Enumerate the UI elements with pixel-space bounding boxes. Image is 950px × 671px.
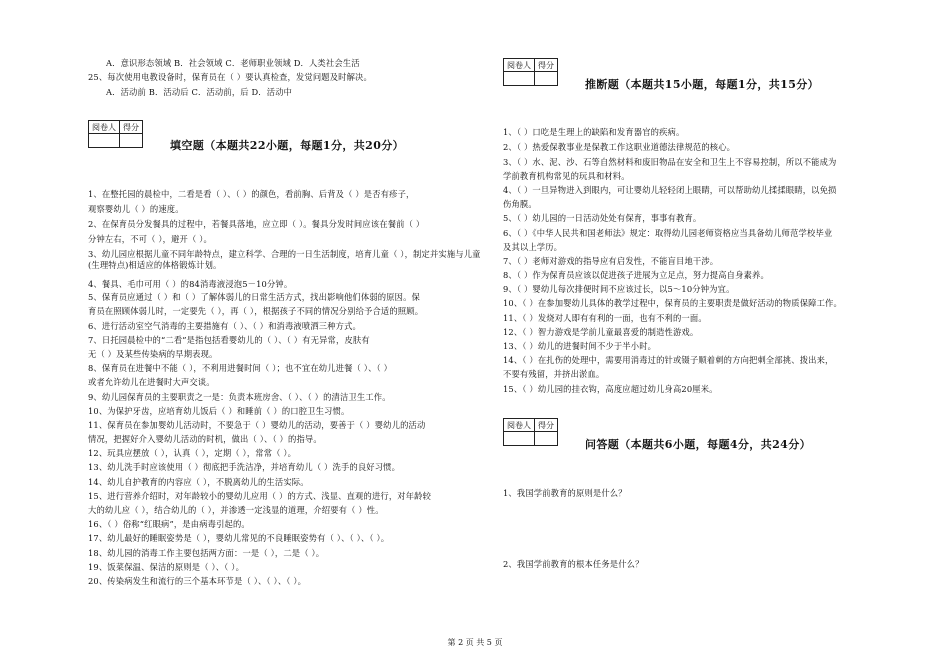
score-value[interactable] — [535, 72, 558, 86]
fill-line: 观察婴幼儿（ ）的速度。 — [88, 204, 184, 214]
judge-line: 9、（ ）婴幼儿每次排便时间不应该过长，以5～10分钟为宜。 — [503, 284, 735, 294]
qa-question-2: 2、我国学前教育的根本任务是什么？ — [503, 559, 644, 569]
grader-label: 阅卷人 — [504, 419, 535, 432]
judge-line: 3、（ ）水、泥、沙、石等自然材料和废旧物品在安全和卫生上不容易控制，所以不能成为 — [503, 157, 837, 167]
question-25: 25、每次使用电教设备时，保育员在（ ）要认真检查，发觉问题及时解决。 — [88, 72, 372, 82]
grader-value[interactable] — [89, 134, 120, 148]
fill-line: 13、幼儿洗手时应该使用（ ）彻底把手洗洁净，并培育幼儿（ ）洗手的良好习惯。 — [88, 462, 401, 472]
judge-line: 及其以上学历。 — [503, 242, 563, 252]
judge-line: 15、（ ）幼儿园的挂衣钩，高度应超过幼儿身高20厘米。 — [503, 384, 718, 394]
fill-line: 3、幼儿园应根据儿童不同年龄特点，建立科学、合理的一日生活制度，培育儿童（ ），制定并实施与儿童(生理特点)相适应的体格锻炼计划。 — [88, 249, 481, 270]
fill-line: 10、为保护牙齿，应培育幼儿饭后（ ）和睡前（ ）的口腔卫生习惯。 — [88, 406, 350, 416]
grader-value[interactable] — [504, 432, 535, 446]
judge-line: 11、（ ）发烧对人即有有利的一面，也有不利的一面。 — [503, 313, 707, 323]
fill-line: 15、进行营养介绍时，对年龄较小的婴幼儿应用（ ）的方式、浅显、直观的进行，对年龄较 — [88, 491, 432, 501]
fill-line: 12、玩具应摆放（ ），认真（ ），定期（ ），常常（ ）。 — [88, 448, 297, 458]
qa-section-title: 问答题（本题共6小题，每题4分，共24分） — [585, 438, 812, 451]
grader-value[interactable] — [504, 72, 535, 86]
fill-line: 分钟左右，不可（ ），避开（ ）。 — [88, 234, 212, 244]
score-value[interactable] — [120, 134, 143, 148]
judge-section-title: 推断题（本题共15小题，每题1分，共15分） — [585, 78, 820, 91]
fill-line: 11、保育员在参加婴幼儿活动时，不要急于（ ）婴幼儿的活动，要善于（ ）婴幼儿的活动 — [88, 420, 426, 430]
qa-question-1: 1、我国学前教育的原则是什么？ — [503, 488, 627, 498]
judge-line: 13、（ ）幼儿的进餐时间不少于半小时。 — [503, 341, 657, 351]
judge-line: 不要有残留，并挤出淤血。 — [503, 369, 605, 379]
judge-line: 6、（ ）《中华人民共和国老师法》规定：取得幼儿园老师资格应当具备幼儿师范学校毕业 — [503, 228, 833, 238]
judge-line: 14、（ ）在扎伤的处理中，需要用消毒过的针或镊子顺着刺的方向把刺全部挑、拨出来， — [503, 355, 834, 365]
judge-line: 7、（ ）老师对游戏的指导应有启发性，不能盲目地干涉。 — [503, 256, 719, 266]
judge-line: 10、（ ）在参加婴幼儿具体的教学过程中，保育员的主要职责是做好活动的物质保障工作。 — [503, 298, 842, 308]
judge-line: 4、（ ）一旦异物进入到眼内，可让婴幼儿轻轻闭上眼睛，可以帮助幼儿揉揉眼睛，以免损 — [503, 185, 837, 195]
option-line-25: A．活动前 B．活动后 C．活动前，后 D．活动中 — [106, 87, 293, 97]
fill-line: 1、在整托园的晨检中，二看是看（ ）、（ ）的颜色，看前胸、后背及（ ）是否有疹子， — [88, 189, 415, 199]
fill-section-title: 填空题（本题共22小题，每题1分，共20分） — [170, 139, 405, 152]
fill-line: 8、保育员在进餐中不能（ ），不利用进餐时间（ ）；也不宜在幼儿进餐（ ）、（ ） — [88, 363, 393, 373]
fill-line: 20、传染病发生和流行的三个基本环节是（ ）、（ ）、（ ）。 — [88, 576, 307, 586]
fill-line: 14、幼儿自护教育的内容应（ ），不脱离幼儿的生活实际。 — [88, 477, 309, 487]
score-box-fill — [88, 120, 143, 148]
judge-line: 1、（ ）口吃是生理上的缺陷和发育器官的疾病。 — [503, 127, 685, 137]
fill-line: 6、进行活动室空气消毒的主要措施有（ ）、（ ）和消毒液喷洒三种方式。 — [88, 321, 362, 331]
score-label: 得分 — [535, 419, 558, 432]
fill-line: 18、幼儿园的消毒工作主要包括两方面：一是（ ），二是（ ）。 — [88, 548, 325, 558]
judge-line: 12、（ ）智力游戏是学前儿童最喜爱的制造性游戏。 — [503, 327, 699, 337]
fill-line: 情况，把握好介入婴幼儿活动的时机，做出（ ）、（ ）的指导。 — [88, 434, 322, 444]
fill-line: 19、饭菜保温、保洁的原则是（ ）、（ ）。 — [88, 562, 245, 572]
fill-line: 无（ ）及某些传染病的早期表现。 — [88, 349, 218, 359]
page-number: 第 2 页 共 5 页 — [447, 638, 503, 647]
fill-line: 9、幼儿园保育员的主要职责之一是：负责本班房舍、（ ）、（ ）的清洁卫生工作。 — [88, 392, 391, 402]
fill-line: 育员在照顾体弱儿时，一定要先（ ），再（ ），根据孩子不同的情况分别给予合适的照顾。 — [88, 306, 424, 316]
score-label: 得分 — [120, 121, 143, 134]
fill-line: 大的幼儿应（ ），结合幼儿的（ ），并渗透一定浅显的道理，介绍要有（ ）性。 — [88, 505, 384, 515]
judge-line: 5、（ ）幼儿园的一日活动处处有保育，事事有教育。 — [503, 213, 702, 223]
fill-line: 或者允许幼儿在进餐时大声交谈。 — [88, 377, 215, 387]
grader-label: 阅卷人 — [89, 121, 120, 134]
judge-line: 学前教育机构常见的玩具和材料。 — [503, 171, 630, 181]
judge-line: 2、（ ）热爱保教事业是保教工作这职业道德法律规范的核心。 — [503, 142, 736, 152]
score-label: 得分 — [535, 59, 558, 72]
fill-line: 5、保育员应通过（ ）和（ ）了解体弱儿的日常生活方式，找出影响他们体弱的原因。保 — [88, 292, 420, 302]
judge-line: 伤角膜。 — [503, 199, 537, 209]
fill-line: 16、（ ）俗称“红眼病”，是由病毒引起的。 — [88, 519, 250, 529]
fill-line: 2、在保育员分发餐具的过程中，若餐具落地，应立即（ ）。餐具分发时间应该在餐前（ ） — [88, 219, 425, 229]
score-box-judge — [503, 58, 558, 86]
fill-line: 4、餐具、毛巾可用（ ）的84消毒液浸泡5－10分钟。 — [88, 279, 293, 289]
fill-line: 17、幼儿最好的睡眠姿势是（ ），婴幼儿常见的不良睡眠姿势有（ ）、（ ）、（ ）。 — [88, 533, 390, 543]
score-box-qa — [503, 418, 558, 446]
option-line-24: A．意识形态领域 B．社会领域 C．老师职业领域 D．人类社会生活 — [106, 58, 360, 68]
score-value[interactable] — [535, 432, 558, 446]
fill-line: 7、日托园晨检中的“二看”是指包括看婴幼儿的（ ）、（ ）有无异常，皮肤有 — [88, 335, 370, 345]
grader-label: 阅卷人 — [504, 59, 535, 72]
judge-line: 8、（ ）作为保育员应该以促进孩子进展为立足点，努力提高自身素养。 — [503, 270, 769, 280]
